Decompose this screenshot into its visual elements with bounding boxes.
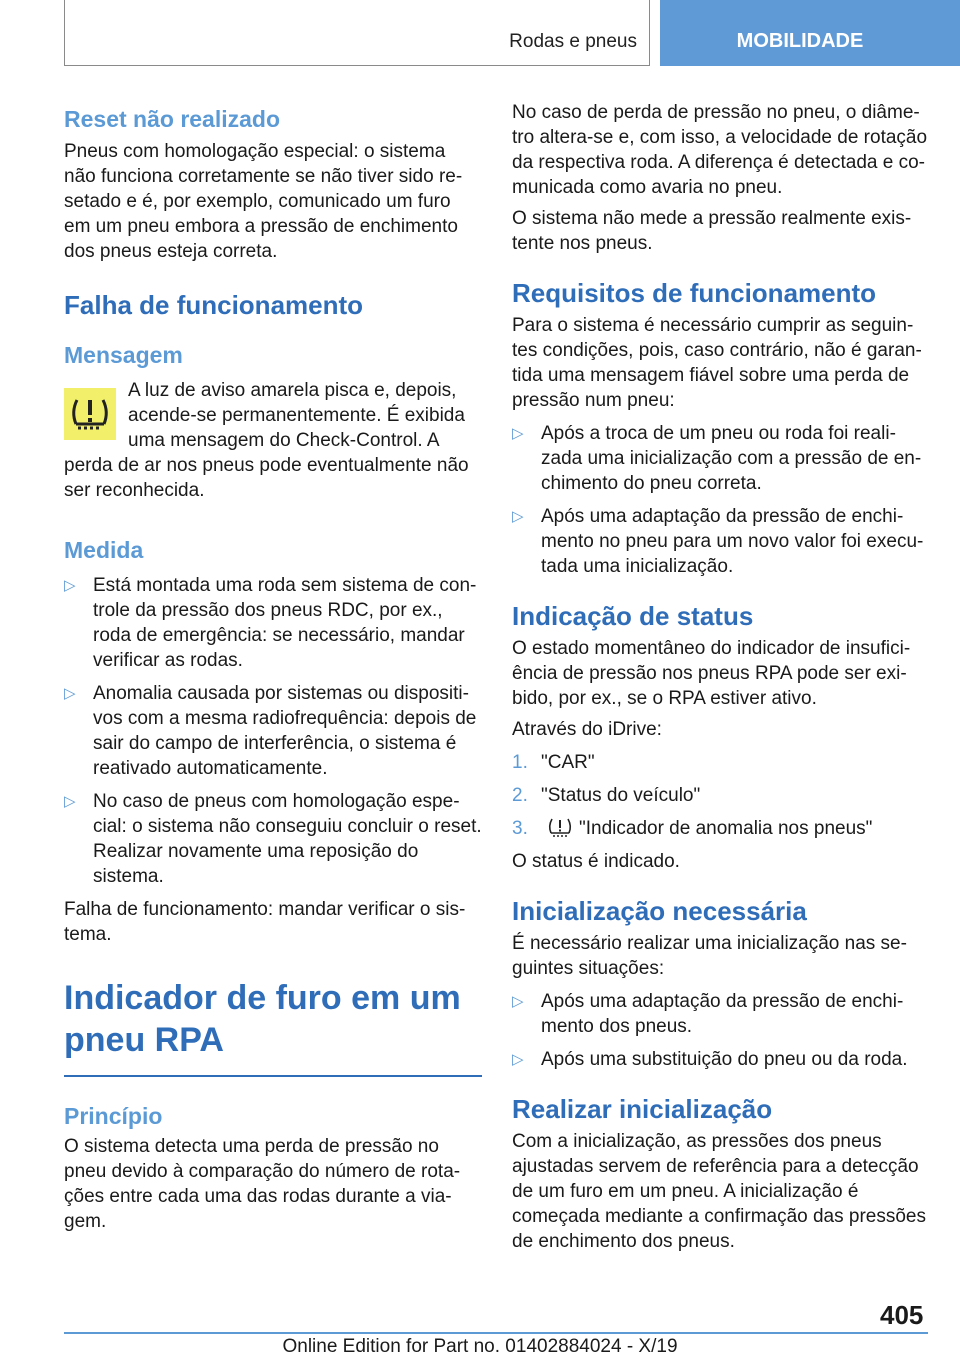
right-column <box>512 100 928 1254</box>
list-item: 2. "Status do veículo" <box>512 785 701 806</box>
heading-principle: Princípio <box>64 1102 163 1129</box>
list-item: ▷ Após uma substituição do pneu ou da roda. <box>512 1049 908 1070</box>
paragraph-perform: Com a inicialização, as pressões dos pneus ajustadas servem de referência para a detecção de um furo em um pneu. A inicialização é começada mediante a confirmação das pressões de enchimento dos pneus. <box>512 1131 927 1252</box>
list-item: ▷ Após a troca de um pneu ou roda foi realizada uma inicialização com a pressão de enchimento do pneu correta. <box>512 423 922 494</box>
list-item: ▷ Anomalia causada por sistemas ou dispositivos com a mesma radiofrequência: depois de sair do campo de interferência, o sistema é reativado automaticamente. <box>64 683 477 779</box>
heading-rule <box>64 1075 482 1077</box>
paragraph-status: O estado momentâneo do indicador de insuficiência de pressão nos pneus RPA pode ser exibido, por ex., se o RPA estiver ativo. <box>512 638 911 709</box>
paragraph-reset: Pneus com homologação especial: o sistema não funciona corretamente se não tiver sido resetado e é, por exemplo, comunicado um furo em um pneu embora a pressão de enchimento dos pneus esteja correta. <box>64 141 463 262</box>
heading-reset: Reset não realizado <box>64 106 281 132</box>
list-item: ▷ No caso de pneus com homologação especial: o sistema não conseguiu concluir o reset. Realizar novamente uma reposição do sistema. <box>64 791 482 887</box>
bullet-triangle-icon: ▷ <box>64 793 76 810</box>
heading-requirements: Requisitos de funcionamento <box>512 278 877 308</box>
list-item: 1. "CAR" <box>512 752 595 773</box>
bullet-triangle-icon: ▷ <box>512 993 524 1010</box>
tire-pressure-warning-icon <box>64 388 116 440</box>
heading-init: Inicialização necessária <box>512 896 807 926</box>
paragraph-intro-2: O sistema não mede a pressão realmente existente nos pneus. <box>512 208 912 254</box>
footer-edition: Online Edition for Part no. 01402884024 - X/19 <box>282 1336 678 1357</box>
message-text-continued: perda de ar nos pneus pode eventualmente não ser reconhecida. <box>64 455 469 501</box>
chapter-label: MOBILIDADE <box>736 30 864 52</box>
warning-block <box>64 378 482 453</box>
heading-status: Indicação de status <box>512 601 754 631</box>
paragraph-status-shown: O status é indicado. <box>512 851 680 872</box>
paragraph-principle: O sistema detecta uma perda de pressão no pneu devido à comparação do número de rotações entre cada uma das rodas durante a viagem. <box>64 1135 461 1232</box>
page-number: 405 <box>880 1300 924 1330</box>
bullet-triangle-icon: ▷ <box>512 425 524 442</box>
left-column <box>64 100 482 1234</box>
heading-rpa: Indicador de furo em um pneu RPA <box>64 979 461 1059</box>
message-text: A luz de aviso amarela pisca e, depois, acende-se permanentemente. É exibida uma mensagem do Check-Control. A <box>128 380 465 451</box>
footer-rule <box>64 1332 928 1334</box>
list-item: ▷ Está montada uma roda sem sistema de controle da pressão dos pneus RDC, por ex., roda de emergência: se necessário, mandar verificar as rodas. <box>64 575 477 671</box>
paragraph-fault: Falha de funcionamento: mandar verificar o sistema. <box>64 899 466 945</box>
paragraph-requirements: Para o sistema é necessário cumprir as seguintes condições, pois, caso contrário, não é garantida uma mensagem fiável sobre uma perda de pressão num pneu: <box>512 315 922 411</box>
list-item: ▷ Após uma adaptação da pressão de enchimento dos pneus. <box>512 991 904 1037</box>
header-box <box>64 0 650 66</box>
heading-measure: Medida <box>64 537 144 563</box>
chapter-tab[interactable] <box>660 0 960 66</box>
bullet-triangle-icon: ▷ <box>512 1051 524 1068</box>
bullet-triangle-icon: ▷ <box>512 508 524 525</box>
heading-message: Mensagem <box>64 342 183 368</box>
list-item: ▷ Após uma adaptação da pressão de enchimento no pneu para um novo valor foi executada uma inicialização. <box>512 506 924 577</box>
paragraph-init: É necessário realizar uma inicialização nas seguintes situações: <box>512 933 907 979</box>
section-title: Rodas e pneus <box>509 31 637 52</box>
heading-fault: Falha de funcionamento <box>64 290 364 320</box>
bullet-triangle-icon: ▷ <box>64 577 76 594</box>
bullet-triangle-icon: ▷ <box>64 685 76 702</box>
heading-perform: Realizar inicialização <box>512 1094 773 1124</box>
paragraph-intro-1: No caso de perda de pressão no pneu, o diâmetro altera-se e, com isso, a velocidade de rotação da respectiva roda. A diferença é detectada e comunicada como avaria no pneu. <box>512 102 928 198</box>
tire-pressure-icon <box>545 816 575 838</box>
paragraph-idrive: Através do iDrive: <box>512 719 662 740</box>
list-item: 3. "Indicador de anomalia nos pneus" <box>512 818 873 839</box>
